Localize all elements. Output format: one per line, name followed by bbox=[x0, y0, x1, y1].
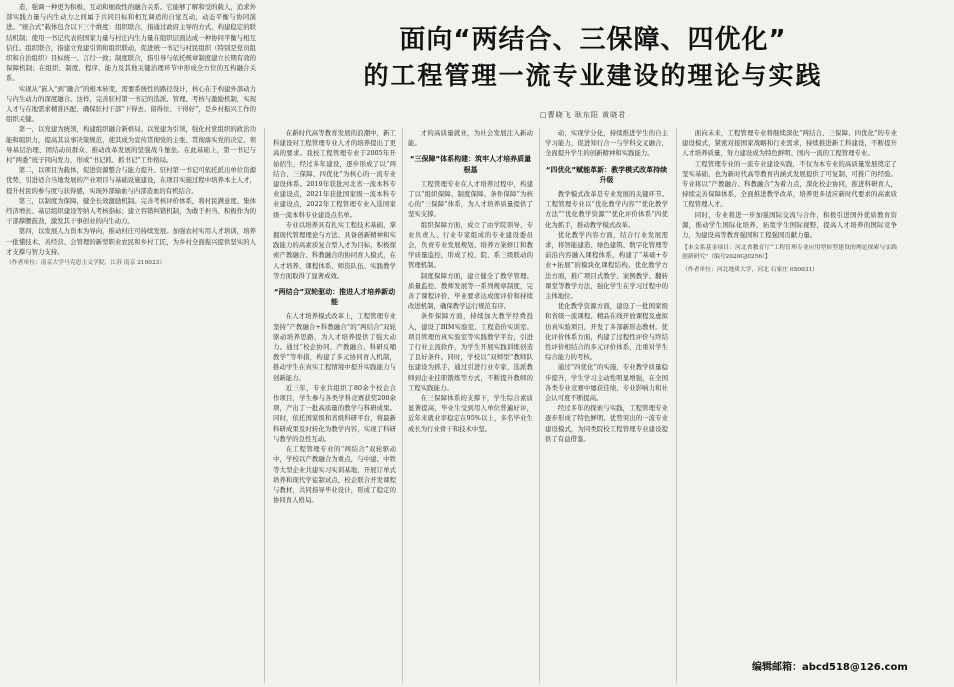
paragraph: 在人才培养模式改革上，工程管理专业坚持“产教融合+科教融合”的“两结合”双轮驱动培养思路，为人才培养提供了强大动力。通过“校企协同、产教融合、科研反哺教学”等举措，构建了多元协同育人机制，推动学生在真实工程情境中提升实践能力与创新能力。 bbox=[273, 312, 396, 382]
editor-email: 编辑邮箱：abcd518@126.com bbox=[752, 662, 908, 673]
column-divider bbox=[676, 128, 677, 683]
paragraph: 制度保障方面，建立健全了教学管理、质量监控、教师发展等一系列规章制度，完善了课程评价、毕业要求达成度评价和持续改进机制，确保教学运行规范有序。 bbox=[408, 271, 533, 311]
author-affiliation: （作者单位：南京大学马克思主义学院，江苏 南京 210023） bbox=[6, 260, 166, 267]
headline-line-2: 的工程管理一流专业建设的理论与实践 bbox=[363, 61, 823, 90]
column-divider bbox=[402, 128, 403, 683]
section-heading: “两结合”双轮驱动：推进人才培养新动能 bbox=[273, 288, 396, 307]
column-divider bbox=[539, 128, 540, 683]
paragraph: 优化教学资源方面，建设了一批国家级和省级一流课程、精品在线开放课程及虚拟仿真实验项目，开发了多部新形态教材。优化评价体系方面，构建了过程性评价与终结性评价相结合的多元评价体系，注重对学生综合能力的考核。 bbox=[545, 302, 668, 362]
paragraph: 经过多年的探索与实践，工程管理专业逐步形成了特色鲜明、优势突出的一流专业建设模式，为同类院校工程管理专业建设提供了有益借鉴。 bbox=[545, 404, 668, 443]
paragraph: 第二，以项目为载体，促进资源整合与能力提升。驻村第一书记可依托派出单位资源优势，引进适合当地发展的产业项目与基础设施建设，在项目实施过程中培养本土人才，提升村民的参与度与获得感，实现外部输血与内部造血的有机结合。 bbox=[6, 166, 256, 195]
prev-article-column bbox=[6, 2, 256, 682]
fund-note: 【本文系基金项目：河北省教育厅“工程管理专业应用型转型建设的理论探索与实践创新研究”（编号2020GJ0256）】 bbox=[682, 245, 897, 261]
author-affiliation: （作者单位：河北地质大学，河北 石家庄 050031） bbox=[682, 267, 818, 274]
section-heading: “四优化”赋能革新：教学模式改革持续升级 bbox=[545, 165, 668, 184]
headline-line-1: 面向“两结合、三保障、四优化” bbox=[399, 25, 787, 55]
paragraph: 同时，专业将进一步加强国际交流与合作，积极引进国外优质教育资源，推动学生国际化培养，拓宽学生国际视野，提高人才培养的国际竞争力，为建设高等教育强国和工程强国贡献力量。 bbox=[682, 210, 897, 240]
section-heading: “三保障”体系构建：筑牢人才培养质量根基 bbox=[409, 155, 532, 174]
paragraph: 优化教学内容方面，结合行业发展需求，将智能建造、绿色建筑、数字化管理等前沿内容融入课程体系，构建了“基础+专业+拓展”的模块化课程结构。优化教学方法方面，推广项目式教学、案例教学、翻转课堂等教学方法，强化学生在学习过程中的主体地位。 bbox=[545, 230, 668, 301]
article-column-3 bbox=[545, 128, 668, 683]
paragraph: 第四，以发展人力资本为导向，推动村庄可持续发展。加强农村实用人才培训，培养一批懂技术、善经营、会管理的新型职业农民和乡村工匠，为乡村全面振兴提供坚实的人才支撑与智力支持。 bbox=[6, 227, 256, 256]
paragraph: 造，强调一种更为积极、互动和细致性的融合关系。它能够了解和受的载人，追求外部实践力量与内生动力之间属于共同目标和相互调适的自觉互动，动态平衡与协同演进。“统合式”载体包含以下三个维度：组织联合，指通过政府主导的方式，构建稳定的联结机制；使用一书记代表的国家力量与村庄内生力量在组织层面达成一种协同平衡与相互信任。组织联合，指建立党建引领和组织联动，促进统一书记与村民组织（特别是党员组织和自治组织）目标统一、言行一致；制度联合，指引导与依托规章制度建立长期有效的保障机制；在组织、制度、程序、能力及其他关键治理环节中形成全方位的互构融合关系。 bbox=[6, 3, 256, 83]
paragraph: 动，实现学分化，持续推进学生的自主学习能力，促进知行合一与学科交叉融合，全面提升学生的创新精神和实践能力。 bbox=[545, 129, 668, 158]
paragraph: 条件保障方面，持续加大教学经费投入，建设了BIM实验室、工程造价实训室、项目管理仿真实验室等实践教学平台，引进了行业主流软件，为学生开展实践训练创造了良好条件。同时，学校以“双师型”教师队伍建设为抓手，通过引进行业专家、选派教师到企业挂职锻炼等方式，不断提升教师的工程实践能力。 bbox=[408, 312, 533, 392]
article-headline bbox=[273, 22, 913, 94]
paragraph: 面向未来，工程管理专业将继续深化“两结合、三保障、四优化”的专业建设模式，紧密对接国家战略和行业需求，持续推进新工科建设，不断提升人才培养质量，努力建设成为特色鲜明、国内一流的工程管理专业。 bbox=[682, 129, 897, 158]
paragraph: 在工程管理专业的“两结合”双轮驱动中，学校以产教融合为重点，与中建、中铁等大型企业共建实习实训基地，开展订单式培养和现代学徒制试点，校企联合开发课程与教材，共同指导毕业设计，形成了稳定的协同育人格局。 bbox=[273, 445, 396, 505]
paragraph: 第一，以党建为统领，构建组织融合新格局。以党建为引领，强化村党组织的政治功能和组织力，提高其议事决策规范，使其成为宣传贯彻党的主张、贯彻落实党的决定、领导基层治理、团结动员群众、推动改革发展的坚强战斗堡垒。在此基础上，第一书记与村“两委”班子同向发力，形成“书记抓、抓书记”工作格局。 bbox=[6, 125, 256, 165]
column-divider bbox=[264, 128, 265, 683]
paragraph: 专业以培养具有扎实工程技术基础、掌握现代管理理论与方法、具备创新精神和实践能力的高素质复合型人才为目标，积极探索产教融合、科教融合的协同育人模式，在人才培养、课程体系、师资队伍、实践教学等方面取得了显著成效。 bbox=[273, 220, 396, 280]
article-authors: □曹晓飞 耿东阳 黄晓君 bbox=[540, 111, 627, 119]
paragraph: 近三年，专业共组织了80余个校企合作项目，学生参与各类学科竞赛获奖200余项，产出了一批高质量的教学与科研成果。同时，依托国家级和省级科研平台，将最新科研成果及时转化为教学内容，实现了科研与教学的良性互动。 bbox=[273, 383, 396, 443]
article-column-2 bbox=[408, 128, 533, 683]
paragraph: 教学模式改革是专业发展的关键环节。工程管理专业以“优化教学内容”“优化教学方法”“优化教学资源”“优化评价体系”四优化为抓手，推动教学模式改革。 bbox=[545, 190, 668, 229]
article-column-4 bbox=[682, 128, 897, 683]
paragraph: 组织保障方面，成立了由学院领导、专业负责人、行业专家组成的专业建设委员会，负责专业发展规划、培养方案修订和教学质量监控，形成了校、院、系三级联动的管理机制。 bbox=[408, 220, 533, 270]
paragraph: 在三保障体系的支撑下，学生综合素质显著提高，毕业生受到用人单位普遍好评，近年来就业率稳定在95%以上，多名毕业生成长为行业骨干和技术中坚。 bbox=[408, 394, 533, 433]
paragraph: 第三，以制度为保障，健全长效激励机制。完善考核评价体系，将村民满意度、集体经济增长、基层组织建设等纳入考核指标；建立容错纠错机制，为敢于担当、积极作为的干部撑腰鼓劲，激发其干事创业的内生动力。 bbox=[6, 196, 256, 226]
paragraph: 工程管理专业在人才培养过程中，构建了以“组织保障、制度保障、条件保障”为核心的“三保障”体系，为人才培养质量提供了坚实支撑。 bbox=[408, 179, 533, 219]
paragraph: 在新时代高等教育发展的浪潮中，新工科建设对工程管理专业人才的培养提出了更高的要求。我校工程管理专业于2005年开始招生，经过多年建设，逐步形成了以“两结合、三保障、四优化”为核心的一流专业建设体系。2019年获批河北省一流本科专业建设点，2021年获批国家级一流本科专业建设点，2022年工程管理专业入选国家级一流本科专业建设点名单。 bbox=[273, 129, 396, 219]
paragraph: 实现从“嵌入”到“融合”的根本转变，需要系统性的路径设计，核心在于构建外部动力与内生动力的深度融合。这样，完善驻村第一书记的选派、管理、考核与激励机制，实现人才与在地需求精准匹配，确保驻村干部“下得去、留得住、干得好”，是乡村振兴工作的组织关键。 bbox=[6, 84, 256, 124]
paragraph: 才的高质量就业，为社会发展注入新动能。 bbox=[408, 129, 533, 148]
paragraph: 通过“四优化”的实施，专业教学质量稳步提升，学生学习主动性明显增强，在全国各类专业竞赛中屡获佳绩，专业影响力和社会认可度不断提高。 bbox=[545, 363, 668, 403]
paragraph: 工程管理专业的一流专业建设实践，不仅为本专业的高质量发展奠定了坚实基础，也为新时代高等教育内涵式发展提供了可复制、可推广的经验。专业将以“产教融合、科教融合”为着力点，深化校企协同，推进科研育人，持续完善保障体系，全面推进教学改革，培养更多适应新时代要求的高素质工程管理人才。 bbox=[682, 159, 897, 209]
article-column-1 bbox=[273, 128, 396, 683]
